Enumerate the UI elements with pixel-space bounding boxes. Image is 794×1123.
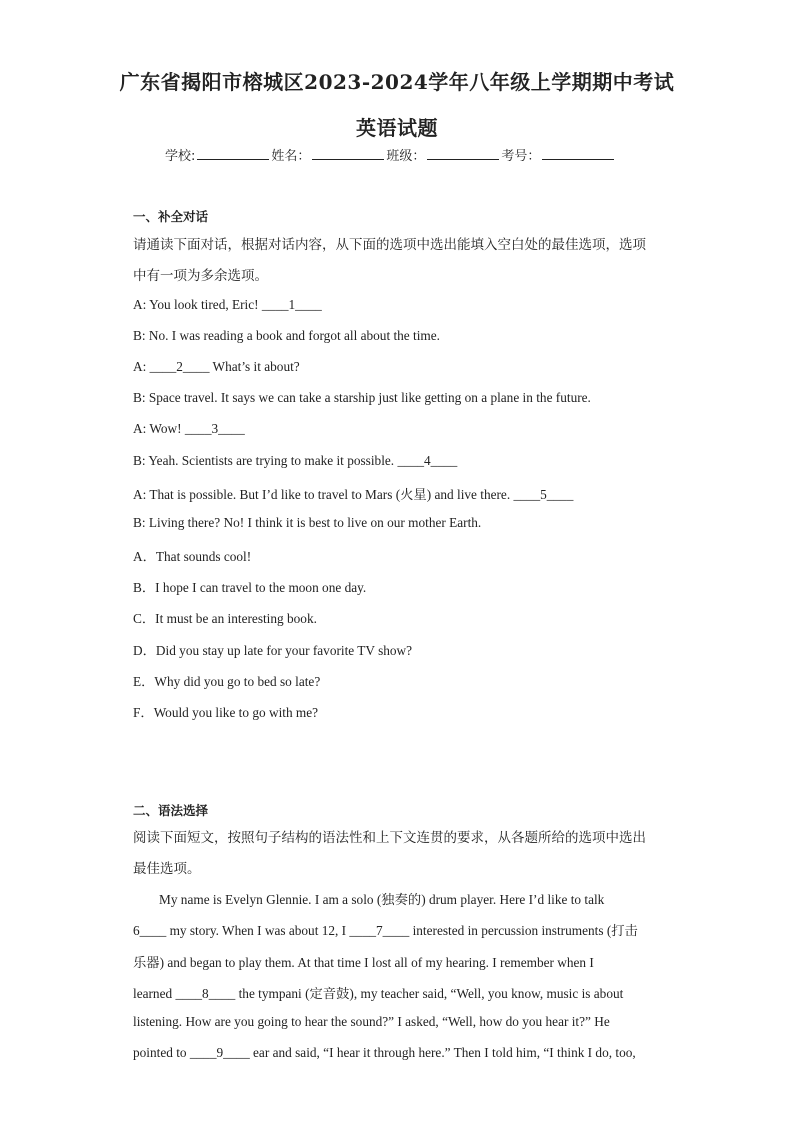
section1-heading: 一、补全对话 [133, 209, 209, 224]
id-label: 考号： [501, 149, 541, 164]
section2-instruction-line2: 最佳选项。 [133, 861, 201, 877]
blank-5[interactable]: ____5____ [513, 487, 574, 502]
passage-line-2: 6____ my story. When I was about 12, I ____7____ interested in percussion instruments (打击 [133, 923, 638, 938]
exam-title: 广东省揭阳市榕城区2023-2024学年八年级上学期期中考试 [119, 70, 675, 94]
passage-line-5: listening. How are you going to hear the sound?” I asked, “Well, how do you hear it?” He [133, 1014, 610, 1029]
option-e: E．Why did you go to bed so late? [133, 674, 321, 689]
option-d: D．Did you stay up late for your favorite TV show? [133, 643, 413, 658]
exam-subtitle: 英语试题 [356, 116, 438, 140]
section1-instruction-line2: 中有一项为多余选项。 [133, 268, 268, 284]
dialogue-line-7: A: That is possible. But I’d like to travel to Mars (火星) and live there. ____5____ [133, 487, 574, 502]
dialogue-line-2: B: No. I was reading a book and forgot all about the time. [133, 328, 440, 343]
option-c: C．It must be an interesting book. [133, 611, 317, 626]
section2-heading: 二、语法选择 [133, 803, 209, 818]
section2-instruction-line1: 阅读下面短文，按照句子结构的语法性和上下文连贯的要求，从各题所给的选项中选出 [133, 830, 646, 846]
option-b: B．I hope I can travel to the moon one day. [133, 580, 367, 595]
dialogue-line-3: A: ____2____ What’s it about? [133, 359, 300, 374]
class-blank[interactable] [427, 146, 499, 160]
dialogue-line-6: B: Yeah. Scientists are trying to make it possible. ____4____ [133, 453, 458, 468]
option-a: A．That sounds cool! [133, 549, 252, 564]
dialogue-line-5: A: Wow! ____3____ [133, 421, 245, 436]
blank-4[interactable]: ____4____ [397, 453, 458, 468]
name-label: 姓名： [271, 149, 311, 164]
option-f: F．Would you like to go with me? [133, 705, 319, 720]
class-label: 班级： [386, 149, 426, 164]
school-label: 学校: [165, 149, 196, 164]
school-blank[interactable] [197, 146, 269, 160]
passage-line-4: learned ____8____ the tympani (定音鼓), my teacher said, “Well, you know, music is about [133, 986, 624, 1001]
student-info-line [165, 145, 616, 164]
dialogue-line-8: B: Living there? No! I think it is best to live on our mother Earth. [133, 515, 482, 530]
passage-line-1: My name is Evelyn Glennie. I am a solo (独奏的) drum player. Here I’d like to talk [159, 892, 605, 907]
section1-instruction-line1: 请通读下面对话，根据对话内容，从下面的选项中选出能填入空白处的最佳选项，选项 [133, 237, 646, 253]
blank-1[interactable]: ____1____ [261, 297, 322, 312]
passage-line-3: 乐器) and began to play them. At that time I lost all of my hearing. I remember when I [133, 955, 594, 970]
blank-3[interactable]: ____3____ [184, 421, 245, 436]
dialogue-line-1: A: You look tired, Eric! ____1____ [133, 297, 322, 312]
passage-line-6: pointed to ____9____ ear and said, “I hear it through here.” Then I told him, “I think I do, too, [133, 1045, 636, 1060]
blank-2[interactable]: ____2____ [149, 359, 210, 374]
dialogue-line-4: B: Space travel. It says we can take a starship just like getting on a plane in the future. [133, 390, 591, 405]
id-blank[interactable] [542, 146, 614, 160]
name-blank[interactable] [312, 146, 384, 160]
